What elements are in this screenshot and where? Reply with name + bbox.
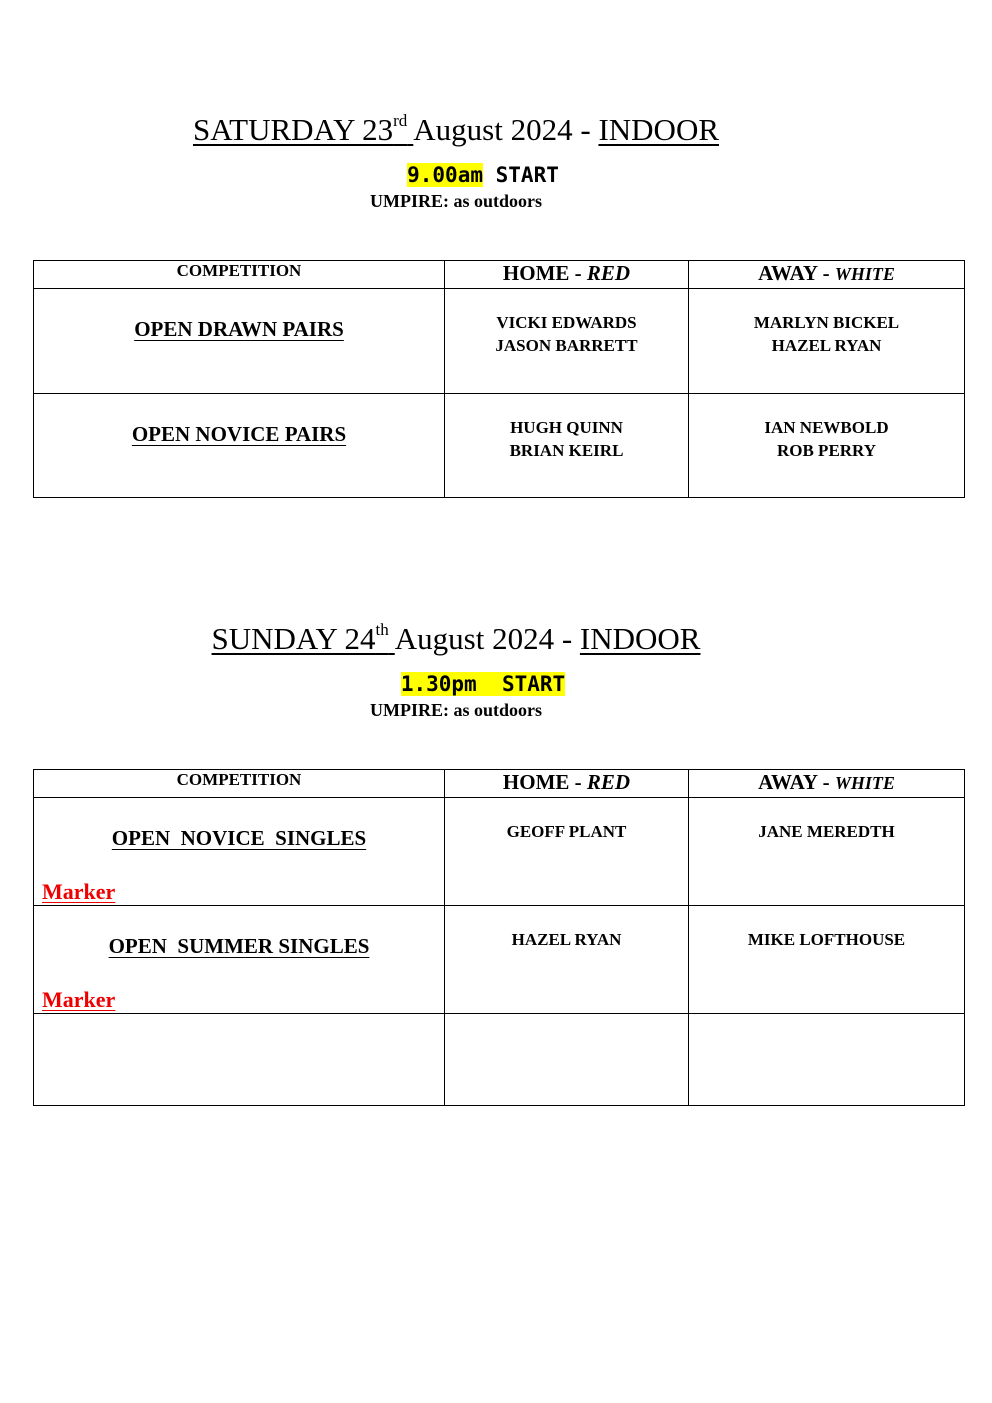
header-away: AWAY - WHITE xyxy=(689,770,965,798)
header-competition: COMPETITION xyxy=(34,770,445,798)
home-cell xyxy=(445,1014,689,1106)
saturday-schedule-table xyxy=(33,260,965,498)
saturday-date: August 2024 xyxy=(413,112,573,147)
sunday-venue: INDOOR xyxy=(579,621,701,656)
competition-cell: OPEN SUMMER SINGLES Marker xyxy=(34,906,445,1014)
away-cell xyxy=(689,1014,965,1106)
sunday-day: SUNDAY 24th xyxy=(211,619,389,656)
home-cell: VICKI EDWARDS JASON BARRETT xyxy=(445,289,689,394)
marker-label: Marker xyxy=(42,879,116,904)
sunday-start xyxy=(0,672,966,696)
table-row xyxy=(34,394,965,498)
away-cell: JANE MEREDTH xyxy=(689,798,965,906)
header-home: HOME - RED xyxy=(445,261,689,289)
sunday-schedule-table xyxy=(33,769,965,1106)
marker-label: Marker xyxy=(42,987,116,1012)
away-cell: MIKE LOFTHOUSE xyxy=(689,906,965,1014)
sunday-start-time: 1.30pm START xyxy=(400,672,566,696)
home-cell: HUGH QUINN BRIAN KEIRL xyxy=(445,394,689,498)
away-cell: IAN NEWBOLD ROB PERRY xyxy=(689,394,965,498)
away-cell: MARLYN BICKEL HAZEL RYAN xyxy=(689,289,965,394)
table-row xyxy=(34,289,965,394)
table-header-row xyxy=(34,261,965,289)
saturday-start-time: 9.00am xyxy=(407,163,483,187)
saturday-venue: INDOOR xyxy=(598,112,720,147)
saturday-day: SATURDAY 23rd xyxy=(192,110,408,147)
sunday-title: SUNDAY 24th August 2024 - INDOOR xyxy=(211,619,701,656)
home-cell: HAZEL RYAN xyxy=(445,906,689,1014)
empty-row xyxy=(34,1014,965,1106)
header-competition: COMPETITION xyxy=(34,261,445,289)
sunday-umpire: UMPIRE: as outdoors xyxy=(369,700,542,720)
saturday-umpire: UMPIRE: as outdoors xyxy=(369,191,542,211)
competition-cell xyxy=(34,1014,445,1106)
competition-cell: OPEN NOVICE SINGLES Marker xyxy=(34,798,445,906)
saturday-start: 9.00am START xyxy=(407,163,559,187)
saturday-title: SATURDAY 23rd August 2024 - INDOOR xyxy=(192,110,720,147)
sunday-date: August 2024 xyxy=(394,621,555,656)
table-row xyxy=(34,906,965,1014)
header-away: AWAY - WHITE xyxy=(689,261,965,289)
table-header-row xyxy=(34,770,965,798)
header-home: HOME - RED xyxy=(445,770,689,798)
competition-cell: OPEN NOVICE PAIRS xyxy=(34,394,445,498)
competition-cell: OPEN DRAWN PAIRS xyxy=(34,289,445,394)
home-cell: GEOFF PLANT xyxy=(445,798,689,906)
table-row xyxy=(34,798,965,906)
